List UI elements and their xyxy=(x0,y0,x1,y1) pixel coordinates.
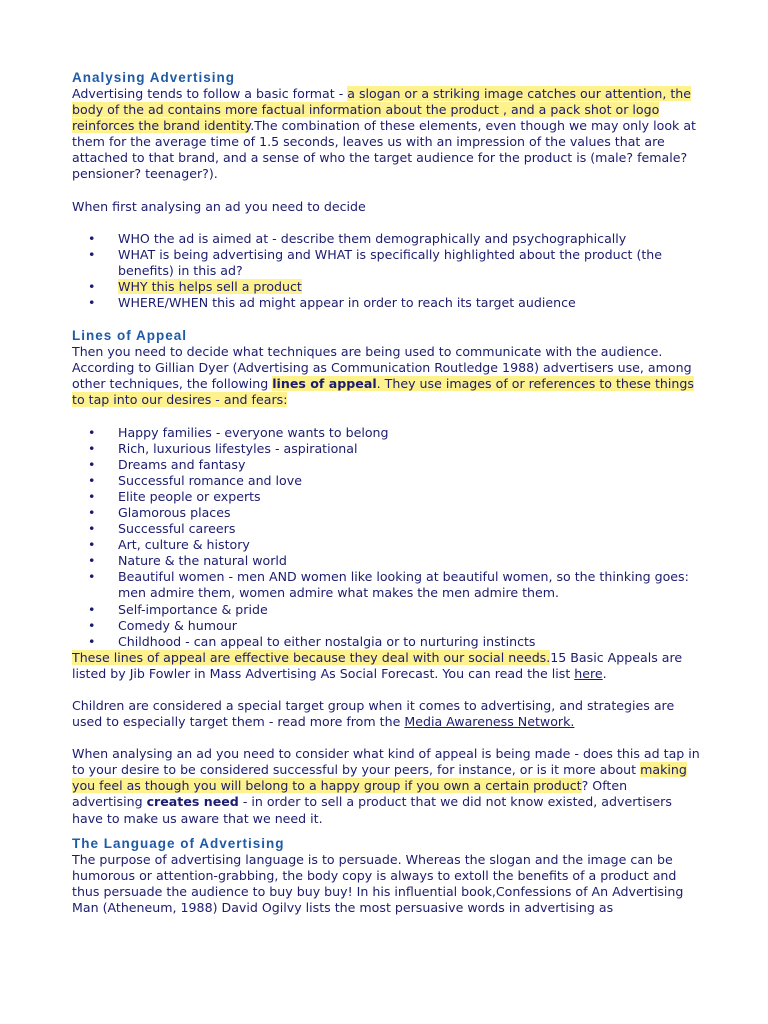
list-item: • Childhood - can appeal to either nostalgia or to nurturing instincts xyxy=(72,634,700,650)
lines-intro-text: Then you need to decide what techniques are being used to communicate with the audience. According to Gillian Dyer (Advertising as Communication Routledge 1988) advertisers use, among other techniques, the following xyxy=(72,344,692,392)
intro-highlight: a slogan or a striking image catches our attention, the body of the ad contains more factual information about the product , and a pack shot or logo reinforces the brand identity xyxy=(72,86,692,134)
here-link[interactable]: here xyxy=(574,665,603,681)
effective-paragraph xyxy=(72,650,700,682)
effective-end: . xyxy=(602,665,607,681)
effective-text: 15 Basic Appeals are listed by Jib Fowler in Mass Advertising As Social Forecast. You can read the list xyxy=(72,649,683,681)
consider-text: When analysing an ad you need to consider what kind of appeal is being made - does this ad tap in to your desire to be considered successful by your peers, for instance, or is it more about xyxy=(72,746,700,778)
effective-highlight: These lines of appeal are effective because they deal with our social needs. xyxy=(72,649,551,665)
consider-highlight: making you feel as though you will belong to a happy group if you own a certain product xyxy=(72,762,687,794)
children-text: Children are considered a special target group when it comes to advertising, and strategies are used to especially target them - read more from the xyxy=(72,698,675,730)
creates-need-bold: creates need xyxy=(146,794,239,810)
list-item: • Successful careers xyxy=(72,521,700,537)
heading-analysing-advertising: Analysing Advertising xyxy=(72,70,236,85)
list-item: • Successful romance and love xyxy=(72,473,700,489)
list-item: • WHERE/WHEN this ad might appear in order to reach its target audience xyxy=(72,295,700,311)
decide-intro: When first analysing an ad you need to decide xyxy=(72,198,366,214)
consider-paragraph xyxy=(72,746,700,826)
list-item: • WHO the ad is aimed at - describe them demographically and psychographically xyxy=(72,231,700,247)
consider-text-3: - in order to sell a product that we did not know existed, advertisers have to make us aware that we need it. xyxy=(72,794,672,826)
list-item: • Comedy & humour xyxy=(72,618,700,634)
list-item: • Beautiful women - men AND women like looking at beautiful women, so the thinking goes: men admire them, women admire what makes the men admire them. xyxy=(72,569,700,601)
list-item: • Dreams and fantasy xyxy=(72,457,700,473)
intro-text-rest: .The combination of these elements, even though we may only look at them for the average time of 1.5 seconds, leaves us with an impression of the values that are attached to that brand, and a sense of who the target audience for the product is (male? female? pensioner? teenager?). xyxy=(72,118,696,182)
media-awareness-link[interactable]: Media Awareness Network. xyxy=(404,714,575,730)
list-item: • WHAT is being advertising and WHAT is specifically highlighted about the product (the benefits) in this ad? xyxy=(72,247,700,279)
language-paragraph: The purpose of advertising language is to persuade. Whereas the slogan and the image can be humorous or attention-grabbing, the body copy is always to extoll the benefits of a product and thus persuade the audience to buy buy buy! In his influential book,Confessions of An Advertising Man (Atheneum, 1988) David Ogilvy lists the most persuasive words in advertising as xyxy=(72,851,684,915)
list-item: • Glamorous places xyxy=(72,505,700,521)
analysing-intro-paragraph xyxy=(72,86,700,183)
lines-intro-highlight: . They use images of or references to these things to tap into our desires - and fears: xyxy=(72,376,694,408)
lines-of-appeal-bold: lines of appeal xyxy=(272,376,377,392)
lines-intro-paragraph xyxy=(72,344,700,408)
list-item xyxy=(72,279,700,295)
intro-text: Advertising tends to follow a basic format - xyxy=(72,86,348,101)
decide-list xyxy=(72,231,700,311)
heading-lines-of-appeal: Lines of Appeal xyxy=(72,328,188,344)
list-item: • Art, culture & history xyxy=(72,537,700,553)
list-item: • Happy families - everyone wants to belong xyxy=(72,425,700,441)
document-content xyxy=(72,69,700,916)
list-item: • Elite people or experts xyxy=(72,489,700,505)
list-item: • Self-importance & pride xyxy=(72,602,700,618)
list-item: • Rich, luxurious lifestyles - aspirational xyxy=(72,441,700,457)
list-item-highlight: WHY this helps sell a product xyxy=(118,278,302,294)
heading-language-of-advertising: The Language of Advertising xyxy=(72,835,285,851)
list-item: • Nature & the natural world xyxy=(72,553,700,569)
consider-text-2: ? Often advertising xyxy=(72,778,628,810)
appeal-list xyxy=(72,425,700,650)
children-paragraph xyxy=(72,698,700,730)
